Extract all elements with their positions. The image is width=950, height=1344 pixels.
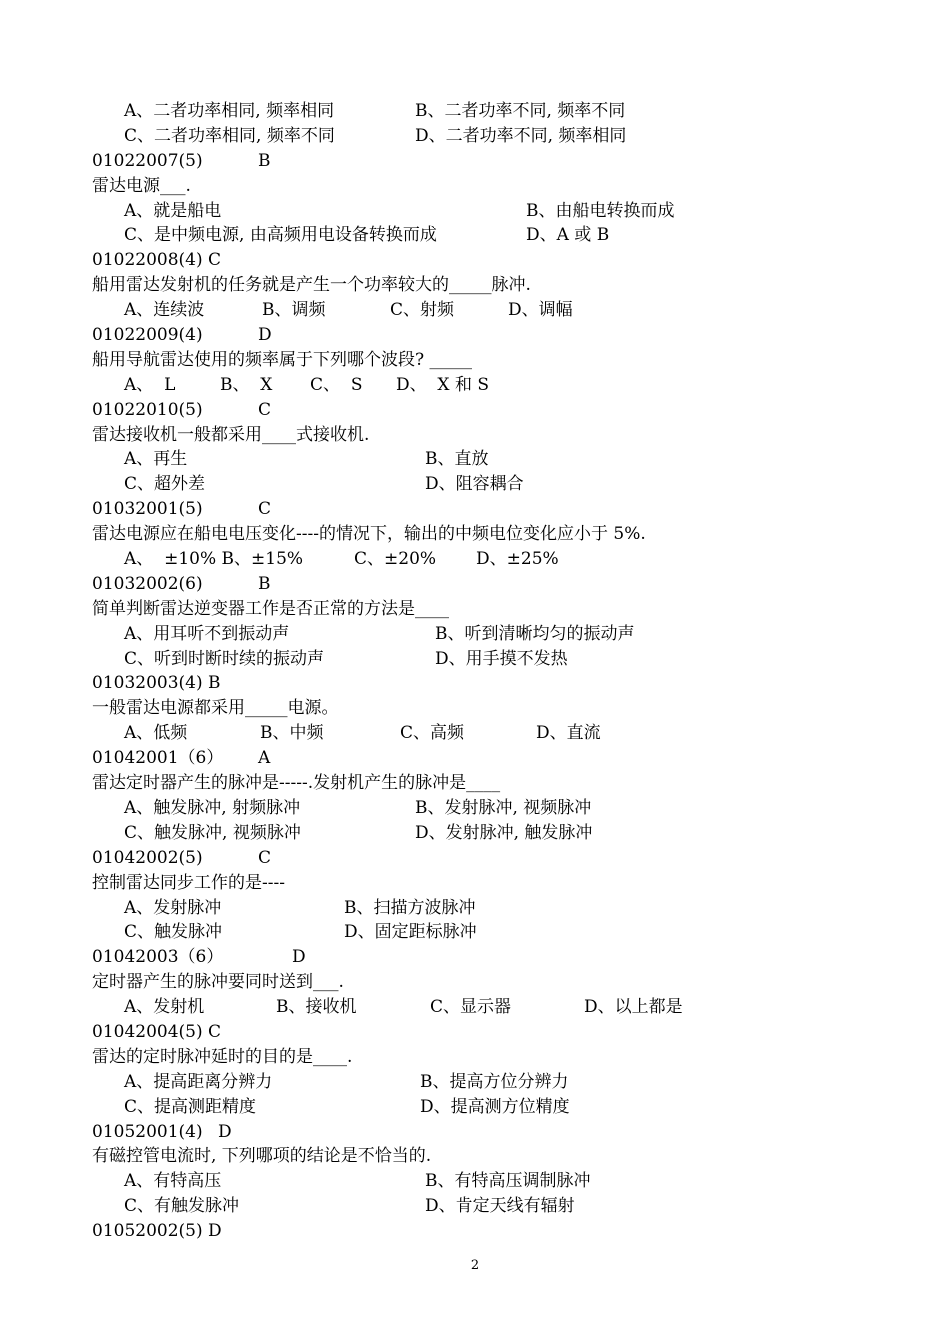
question-stem: 雷达的定时脉冲延时的目的是____. xyxy=(92,1046,353,1067)
answer-key: A xyxy=(258,748,271,769)
options-line xyxy=(92,447,872,472)
question-id-line xyxy=(92,1219,872,1244)
options-line xyxy=(92,796,872,821)
page-number: 2 xyxy=(470,1258,480,1273)
option-text: D、提高测方位精度 xyxy=(420,1096,570,1117)
option-text: C、触发脉冲 xyxy=(124,922,223,943)
option-text: B、听到清晰均匀的振动声 xyxy=(435,623,635,644)
option-text: D、发射脉冲, 触发脉冲 xyxy=(415,822,593,843)
option-text: C、触发脉冲, 视频脉冲 xyxy=(124,822,301,843)
question-stem: 雷达接收机一般都采用____式接收机. xyxy=(92,424,370,445)
question-stem: 简单判断雷达逆变器工作是否正常的方法是____ xyxy=(92,598,449,619)
answer-key: D xyxy=(258,325,272,346)
option-text: A、连续波 xyxy=(124,300,205,321)
question-stem: 一般雷达电源都采用_____电源。 xyxy=(92,698,339,719)
options-line xyxy=(92,721,872,746)
question-id: 01042004(5) C xyxy=(92,1021,222,1042)
question-id-line xyxy=(92,671,872,696)
question-stem: 定时器产生的脉冲要同时送到___. xyxy=(92,972,344,993)
option-text: D、A 或 B xyxy=(526,225,610,246)
answer-key: C xyxy=(258,399,272,420)
question-text xyxy=(92,970,872,995)
options-line xyxy=(92,298,872,323)
option-text: D、直流 xyxy=(536,723,601,744)
answer-key: B xyxy=(258,150,271,171)
answer-key: B xyxy=(258,573,271,594)
option-text: C、超外差 xyxy=(124,474,206,495)
question-id: 01042003（6） xyxy=(92,947,224,968)
option-text: A、低频 xyxy=(124,723,188,744)
question-text xyxy=(92,597,872,622)
option-text: A、用耳听不到振动声 xyxy=(124,623,290,644)
question-id-line xyxy=(92,846,872,871)
option-text: B、由船电转换而成 xyxy=(526,200,675,221)
question-id-line xyxy=(92,323,872,348)
question-id-line xyxy=(92,746,872,771)
option-text: D、二者功率不同, 频率相同 xyxy=(415,125,627,146)
question-text xyxy=(92,174,872,199)
options-line xyxy=(92,1070,872,1095)
option-text: B、二者功率不同, 频率不同 xyxy=(415,101,626,121)
question-text xyxy=(92,696,872,721)
question-id: 01052002(5) D xyxy=(92,1221,222,1242)
option-text: A、发射机 xyxy=(124,997,205,1018)
question-text xyxy=(92,1144,872,1169)
options-line xyxy=(92,622,872,647)
question-id: 01022008(4) C xyxy=(92,250,222,271)
options-line xyxy=(92,223,872,248)
options-line xyxy=(92,547,872,572)
option-text: B、调频 xyxy=(262,300,326,321)
answer-key: C xyxy=(258,847,272,868)
option-text: A、再生 xyxy=(124,449,188,470)
option-text: C、有触发脉冲 xyxy=(124,1196,240,1217)
options-line xyxy=(92,896,872,921)
option-text: B、有特高压调制脉冲 xyxy=(425,1171,591,1192)
answer-key: D xyxy=(292,947,306,968)
question-stem: 雷达定时器产生的脉冲是-----.发射机产生的脉冲是____ xyxy=(92,773,501,794)
option-text: B、扫描方波脉冲 xyxy=(344,897,476,918)
question-stem: 船用雷达发射机的任务就是产生一个功率较大的_____脉冲. xyxy=(92,275,531,296)
option-text: B、提高方位分辨力 xyxy=(420,1071,569,1092)
option-text: A、触发脉冲, 射频脉冲 xyxy=(124,797,301,818)
option-text: C、是中频电源, 由高频用电设备转换而成 xyxy=(124,225,437,246)
question-id-line xyxy=(92,1020,872,1045)
option-text: A、发射脉冲 xyxy=(124,897,222,918)
option-text: C、提高测距精度 xyxy=(124,1096,257,1117)
options-line xyxy=(92,1169,872,1194)
option-text: D、 X 和 S xyxy=(396,374,489,395)
question-id: 01022010(5) xyxy=(92,399,203,420)
options-line xyxy=(92,199,872,224)
question-id-line xyxy=(92,398,872,423)
options-line xyxy=(92,1194,872,1219)
options-line xyxy=(92,1095,872,1120)
option-text: B、直放 xyxy=(425,449,489,470)
option-text: D、±25% xyxy=(476,549,559,570)
options-line xyxy=(92,920,872,945)
question-id: 01022009(4) xyxy=(92,325,203,346)
question-id-line xyxy=(92,149,872,174)
option-text: A、 L xyxy=(124,374,176,395)
option-text: B、发射脉冲, 视频脉冲 xyxy=(415,797,592,818)
option-text: C、二者功率相同, 频率不同 xyxy=(124,125,335,146)
option-text: A、 ±10% B、±15% xyxy=(124,549,304,570)
option-text: A、提高距离分辨力 xyxy=(124,1071,273,1092)
question-stem: 控制雷达同步工作的是---- xyxy=(92,872,285,893)
option-text: C、±20% xyxy=(354,549,437,570)
option-text: B、接收机 xyxy=(276,997,357,1018)
option-text: D、阻容耦合 xyxy=(425,474,524,495)
question-text xyxy=(92,1045,872,1070)
question-text xyxy=(92,348,872,373)
answer-key: C xyxy=(258,499,272,520)
question-id: 01052001(4) xyxy=(92,1121,203,1142)
question-id: 01032002(6) xyxy=(92,573,203,594)
option-text: D、以上都是 xyxy=(584,997,683,1018)
option-text: C、 S xyxy=(310,374,363,395)
question-id: 01032001(5) xyxy=(92,499,203,520)
question-text xyxy=(92,771,872,796)
answer-key: D xyxy=(218,1121,232,1142)
question-id-line xyxy=(92,497,872,522)
question-text xyxy=(92,273,872,298)
options-line xyxy=(92,99,872,124)
question-id-line xyxy=(92,1120,872,1145)
option-text: B、 X xyxy=(220,374,273,395)
option-text: A、二者功率相同, 频率相同 xyxy=(124,101,335,121)
option-text: A、就是船电 xyxy=(124,200,222,221)
question-id-line xyxy=(92,572,872,597)
option-text: B、中频 xyxy=(260,723,324,744)
options-line xyxy=(92,124,872,149)
option-text: C、显示器 xyxy=(430,997,512,1018)
question-stem: 雷达电源应在船电电压变化----的情况下，输出的中频电位变化应小于 5%. xyxy=(92,524,646,545)
option-text: A、有特高压 xyxy=(124,1171,222,1192)
question-stem: 雷达电源___. xyxy=(92,175,191,196)
question-text xyxy=(92,423,872,448)
options-line xyxy=(92,995,872,1020)
question-id: 01042001（6） xyxy=(92,748,224,769)
options-line xyxy=(92,647,872,672)
question-text xyxy=(92,871,872,896)
options-line xyxy=(92,373,872,398)
option-text: D、调幅 xyxy=(508,300,573,321)
option-text: D、肯定天线有辐射 xyxy=(425,1196,575,1217)
question-id: 01032003(4) B xyxy=(92,673,221,694)
question-stem: 有磁控管电流时, 下列哪项的结论是不恰当的. xyxy=(92,1146,432,1167)
question-id: 01022007(5) xyxy=(92,150,203,171)
question-list xyxy=(92,99,872,1244)
option-text: D、用手摸不发热 xyxy=(435,648,568,669)
options-line xyxy=(92,821,872,846)
option-text: C、射频 xyxy=(390,300,455,321)
option-text: C、听到时断时续的振动声 xyxy=(124,648,325,669)
option-text: C、高频 xyxy=(400,723,465,744)
option-text: D、固定距标脉冲 xyxy=(344,922,477,943)
question-id: 01042002(5) xyxy=(92,847,203,868)
options-line xyxy=(92,472,872,497)
question-id-line xyxy=(92,248,872,273)
question-stem: 船用导航雷达使用的频率属于下列哪个波段? _____ xyxy=(92,349,473,370)
question-id-line xyxy=(92,945,872,970)
question-text xyxy=(92,522,872,547)
